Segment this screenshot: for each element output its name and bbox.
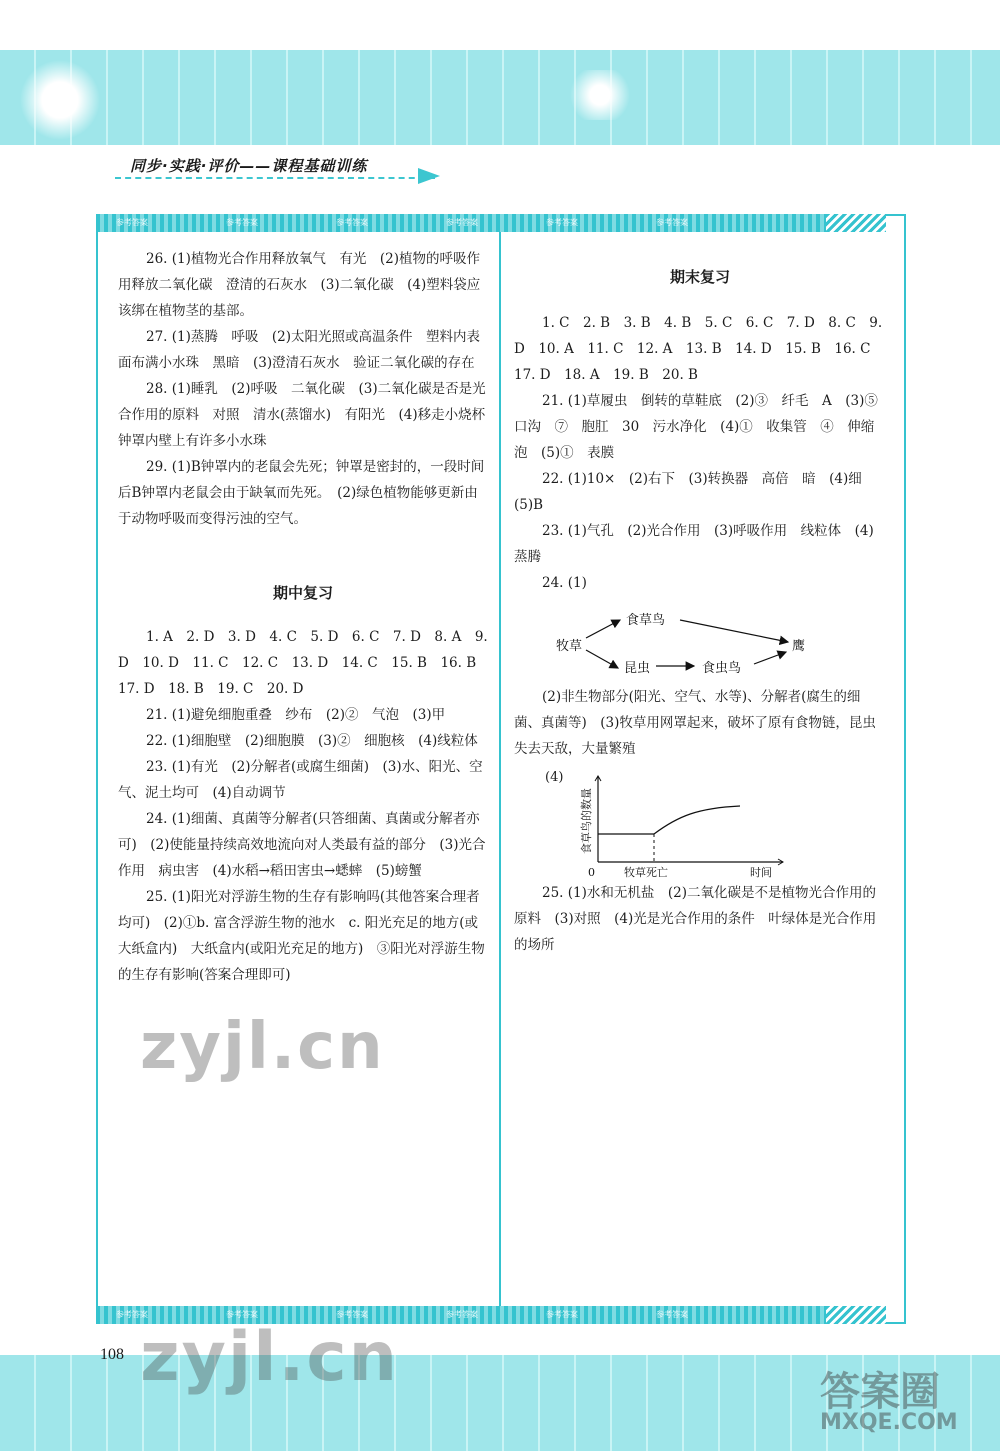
strip-label: 参考答案 <box>546 1310 578 1319</box>
answer-item: 23. (1)气孔 (2)光合作用 (3)呼吸作用 线粒体 (4)蒸腾 <box>514 523 874 565</box>
answer-item: 25. (1)水和无机盐 (2)二氧化碳是不是植物光合作用的原料 (3)对照 (4)光是光合作用的条件 叶绿体是光合作用的场所 <box>514 885 877 953</box>
right-column <box>514 310 892 596</box>
strip-label: 参考答案 <box>446 1310 478 1319</box>
top-strip <box>96 214 886 232</box>
node-herbivore-bird: 食草鸟 <box>626 613 666 628</box>
answer-item: 28. (1)睡乳 (2)呼吸 二氧化碳 (3)二氧化碳是否是光合作用的原料 对照 清水(蒸馏水) 有阳光 (4)移走小烧杯 钟罩内壁上有许多小水珠 <box>118 381 499 449</box>
strip-label: 参考答案 <box>546 218 578 227</box>
answer-item: 25. (1)阳光对浮游生物的生存有影响吗(其他答案合理者均可) (2)①b. 富含浮游生物的池水 c. 阳光充足的地方(或大纸盒内) 大纸盒内(或阳光充足的地方) ③阳光对浮游生物的生存有影响(答案合理即可) <box>118 889 485 983</box>
section-title: 期末复习 <box>669 268 730 286</box>
node-hawk: 鹰 <box>792 639 806 654</box>
answer-item: 21. (1)避免细胞重叠 纱布 (2)② 气泡 (3)甲 <box>146 707 446 723</box>
midterm-section <box>118 580 488 988</box>
answer-item: 21. (1)草履虫 倒转的草鞋底 (2)③ 纤毛 A (3)⑤ 口沟 ⑦ 胞肛 30 污水净化 (4)① 收集管 ④ 伸缩泡 (5)① 表膜 <box>514 393 892 461</box>
strip-label: 参考答案 <box>226 218 258 227</box>
answer-item: 23. (1)有光 (2)分解者(或腐生细菌) (3)水、阳光、空气、泥土均可 (4)自动调节 <box>118 759 483 801</box>
strip-label: 参考答案 <box>656 218 688 227</box>
population-graph <box>568 770 788 880</box>
x-axis-label: 时间 <box>750 866 772 879</box>
node-insect: 昆虫 <box>624 661 651 676</box>
answer-item: 27. (1)蒸腾 呼吸 (2)太阳光照或高温条件 塑料内表面布满小水珠 黑暗 (3)澄清石灰水 验证二氧化碳的存在 <box>118 329 481 371</box>
answer-item: 1. C 2. B 3. B 4. B 5. C 6. C 7. D 8. C 9. D 10. A 11. C 12. A 13. B 14. D 15. B 16. C 17. D 18. A 19. B 20. B <box>514 315 884 383</box>
y-axis-label: 食草鸟的数量 <box>580 788 593 854</box>
strip-label: 参考答案 <box>226 1310 258 1319</box>
event-label: 牧草死亡 <box>624 866 668 879</box>
hatch-decoration <box>826 1306 886 1324</box>
answer-item: 22. (1)细胞壁 (2)细胞膜 (3)② 细胞核 (4)线粒体 <box>146 733 478 749</box>
origin-label: 0 <box>588 866 595 879</box>
watermark: zyjl.cn <box>140 1318 400 1397</box>
food-web-diagram <box>540 600 840 680</box>
arrow-bird-to-hawk <box>680 620 788 642</box>
node-grass: 牧草 <box>556 639 583 654</box>
answer-24-4-label: (4) <box>545 770 564 785</box>
node-insectivore-bird: 食虫鸟 <box>702 661 742 676</box>
answer-item: 1. A 2. D 3. D 4. C 5. D 6. C 7. D 8. A 9. D 10. D 11. C 12. C 13. D 14. C 15. B 16. B 17. D 18. B 19. C 20. D <box>118 629 490 697</box>
answer-item: (2)非生物部分(阳光、空气、水等)、分解者(腐生的细菌、真菌等) (3)牧草用网罩起来，破坏了原有食物链，昆虫失去天敌，大量繁殖 <box>514 689 876 757</box>
arrow-grass-to-insect <box>586 650 618 668</box>
strip-label: 参考答案 <box>116 1310 148 1319</box>
watermark: zyjl.cn <box>140 1010 385 1084</box>
strip-label: 参考答案 <box>336 218 368 227</box>
answer-item: 22. (1)10× (2)右下 (3)转换器 高倍 暗 (4)细 (5)B <box>514 471 876 513</box>
population-curve <box>654 806 740 834</box>
arrow-grass-to-bird <box>586 620 620 638</box>
watermark-url: MXQE.COM <box>820 1410 958 1435</box>
arrow-icon <box>418 168 440 184</box>
watermark-logo: 答案圈 <box>820 1369 940 1415</box>
answer-24-2 <box>514 684 886 762</box>
header-underline <box>115 177 435 179</box>
strip-label: 参考答案 <box>336 1310 368 1319</box>
answer-item: 24. (1)细菌、真菌等分解者(只答细菌、真菌或分解者亦可) (2)使能量持续高效地流向对人类最有益的部分 (3)光合作用 病虫害 (4)水稻→稻田害虫→蟋蟀 (5)螃蟹 <box>118 811 486 879</box>
top-banner <box>0 50 1000 145</box>
strip-label: 参考答案 <box>656 1310 688 1319</box>
final-section-title-wrap <box>514 264 886 290</box>
answer-item: 29. (1)B钟罩内的老鼠会先死；钟罩是密封的，一段时间后B钟罩内老鼠会由于缺氧而先死。 (2)绿色植物能够更新由于动物呼吸而变得污浊的空气。 <box>118 459 485 527</box>
header-title: 同步·实践·评价——课程基础训练 <box>130 157 368 175</box>
hatch-decoration <box>826 214 886 232</box>
section-title: 期中复习 <box>272 584 333 602</box>
answer-25 <box>514 880 886 958</box>
left-column <box>118 246 499 532</box>
page-number: 108 <box>100 1346 124 1363</box>
column-divider <box>499 232 501 1306</box>
strip-label: 参考答案 <box>446 218 478 227</box>
arrow-insectivore-to-hawk <box>754 652 786 664</box>
answer-item: 26. (1)植物光合作用释放氧气 有光 (2)植物的呼吸作用释放二氧化碳 澄清的石灰水 (3)二氧化碳 (4)塑料袋应该绑在植物茎的基部。 <box>118 251 481 319</box>
strip-label: 参考答案 <box>116 218 148 227</box>
answer-item: 24. (1) <box>542 575 587 591</box>
